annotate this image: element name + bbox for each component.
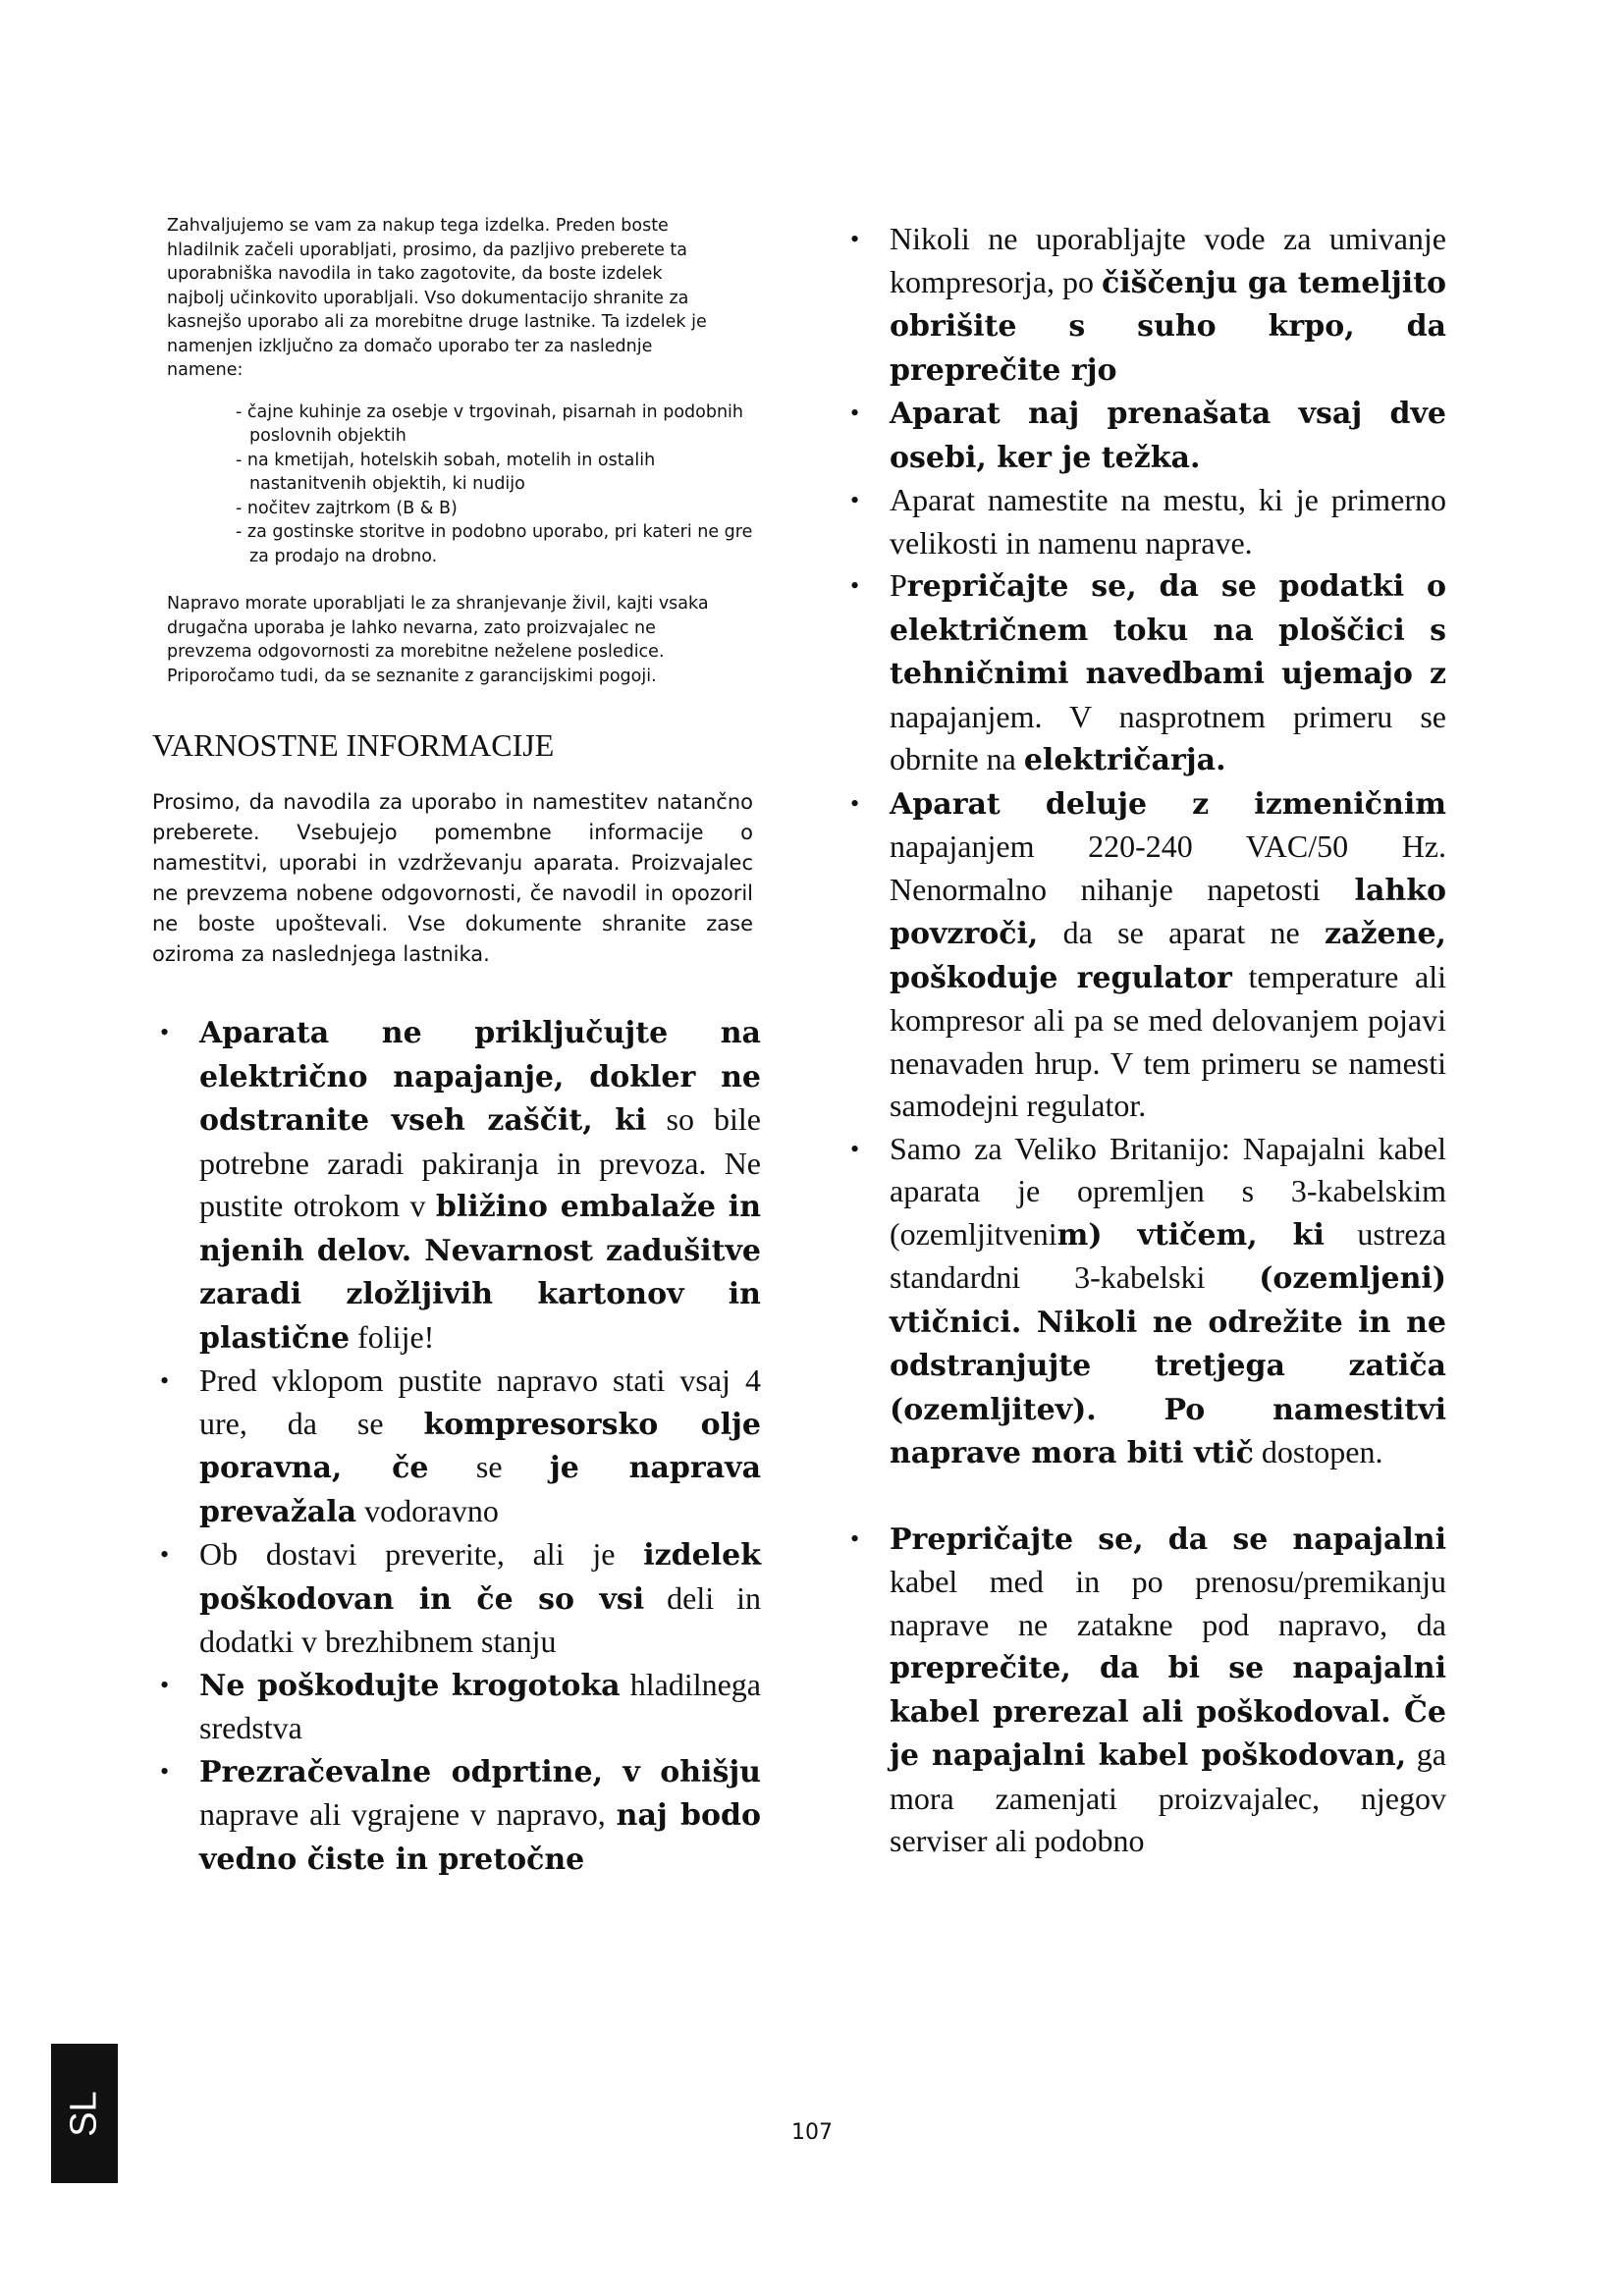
bullet-icon: • — [850, 225, 860, 253]
bullet-icon: • — [160, 1540, 170, 1569]
normal-text: hladilnega sredstva — [199, 1666, 761, 1745]
list-item — [152, 1011, 761, 1360]
list-item — [842, 479, 1446, 564]
language-tab — [51, 2044, 118, 2183]
list-item — [842, 782, 1446, 1128]
use-item: - nočitev zajtrkom (B & B) — [236, 498, 458, 518]
list-item — [842, 1518, 1446, 1863]
bold-text: (ozemljeni) vtičnici. Nikoli ne odrežite in ne odstranjujte tretjega zatiča (ozemljitev). Po namestitvi naprave mora biti vtič — [890, 1261, 1446, 1470]
bold-text: čiščenju ga temeljito obrišite s suho krpo, da preprečite rjo — [890, 265, 1446, 388]
normal-text: se — [428, 1449, 550, 1484]
use-item: - za gostinske storitve in podobno uporabo, pri kateri ne gre za prodajo na drobno. — [236, 522, 753, 566]
left-column — [152, 214, 762, 1881]
bullet-icon: • — [160, 1756, 170, 1786]
bold-text: Prezračevalne odprtine, v ohišju — [199, 1754, 761, 1789]
bold-text: repričajte se, da se podatki o električnem toku na ploščici s tehničnimi navedbami ujemajo z — [890, 569, 1446, 691]
bold-text: Aparat naj prenašata vsaj dve osebi, ker je težka. — [890, 397, 1446, 475]
use-item: - čajne kuhinje za osebje v trgovinah, pisarnah in podobnih poslovnih objektih — [236, 401, 743, 446]
right-bullet-list — [842, 218, 1446, 1475]
language-code: SL — [63, 2090, 105, 2137]
left-bullet-list — [152, 1011, 761, 1881]
safety-heading: VARNOSTNE INFORMACIJE — [152, 727, 555, 763]
list-item — [152, 1360, 761, 1533]
list-item — [842, 392, 1446, 479]
bold-text: zažene, poškoduje regulator — [890, 917, 1446, 995]
bold-text: preprečite, da bi se napajalni kabel prerezal ali poškodoval. Če je napajalni kabel poškodovan, — [890, 1651, 1446, 1773]
list-item — [152, 1750, 761, 1882]
bold-text: Ne poškodujte krogotoka — [199, 1668, 621, 1703]
list-item — [842, 1128, 1446, 1475]
right-column — [842, 218, 1446, 1863]
normal-text: deli in dodatki v brezhibnem stanju — [199, 1579, 762, 1659]
list-item — [152, 1533, 761, 1664]
bullet-icon: • — [160, 1018, 170, 1046]
bullet-icon: • — [160, 1670, 170, 1699]
normal-text: dostopen. — [1253, 1434, 1383, 1469]
bullet-icon: • — [850, 399, 860, 427]
list-item — [842, 564, 1446, 782]
normal-text: naprave ali vgrajene v napravo, — [199, 1796, 617, 1832]
list-item — [842, 218, 1446, 392]
bullet-icon: • — [850, 788, 860, 818]
normal-text: Samo za Veliko Britanijo: Napajalni kabel aparata je opremljen s 3-kabelskim (ozemljitveni — [890, 1130, 1446, 1252]
bullet-icon: • — [850, 1134, 860, 1163]
normal-text: Ob dostavi preverite, ali je — [199, 1536, 644, 1572]
right-bullet-list-2 — [842, 1518, 1446, 1863]
bold-text: m) vtičem, ki — [1056, 1217, 1325, 1253]
normal-text: da se aparat ne — [1038, 915, 1326, 950]
normal-text: so bile potrebne zaradi pakiranja in prevoza. Ne pustite otrokom v — [199, 1101, 762, 1223]
intended-uses-list — [236, 400, 756, 569]
normal-text: temperature ali kompresor ali pa se med delovanjem pojavi nenavaden hrup. V tem primeru se namesti samodejni regulator. — [890, 958, 1446, 1123]
normal-text: napajanjem 220-240 VAC/50 Hz. Nenormalno nihanje napetosti — [890, 828, 1446, 907]
normal-text: kabel med in po prenosu/premikanju naprave ne zatakne pod napravo, da — [890, 1564, 1446, 1642]
bold-text: Aparat deluje z izmeničnim — [890, 786, 1446, 822]
bullet-icon: • — [160, 1366, 170, 1395]
bullet-icon: • — [850, 1523, 860, 1553]
normal-text: ga mora zamenjati proizvajalec, njegov serviser ali podobno — [890, 1736, 1446, 1858]
normal-text: P — [890, 567, 907, 603]
safety-paragraph: Prosimo, da navodila za uporabo in namestitev natančno preberete. Vsebujejo pomembne informacije o namestitvi, uporabi in vzdrževanju aparata. Proizvajalec ne prevzema nobene odgovornosti, če navodil in opozoril ne boste upoštevali. Vse dokumente shranite zase oziroma za naslednjega lastnika. — [152, 790, 753, 966]
normal-text: folije! — [350, 1318, 435, 1355]
bold-text: Prepričajte se, da se napajalni — [890, 1522, 1446, 1557]
normal-text: vodoravno — [356, 1492, 499, 1528]
bold-text: kompresorsko olje poravna, če — [199, 1407, 761, 1485]
bold-text: Aparata ne priključujte na električno napajanje, dokler ne odstranite vseh zaščit, ki — [199, 1016, 761, 1138]
bold-text: električarja. — [1023, 743, 1226, 777]
bold-text: bližino embalaže in njenih delov. Nevarnost zadušitve zaradi zložljivih kartonov in plastične — [199, 1190, 762, 1356]
usage-note: Napravo morate uporabljati le za shranjevanje živil, kajti vsaka drugačna uporaba je lahko nevarna, zato proizvajalec ne prevzema odgovornosti za morebitne neželene posledice. Priporočamo tudi, da se seznanite z garancijskimi pogoji. — [167, 594, 709, 686]
bullet-icon: • — [850, 571, 860, 600]
bold-text: je naprava prevažala — [199, 1451, 762, 1529]
normal-text: Nikoli ne uporabljajte vode za umivanje kompresorja, po — [890, 221, 1446, 299]
bold-text: lahko povzroči, — [890, 873, 1446, 951]
page-number: 107 — [791, 2120, 833, 2145]
intro-paragraph: Zahvaljujemo se vam za nakup tega izdelka. Preden boste hladilnik začeli uporabljati, prosimo, da pazljivo preberete ta uporabniška navodila in tako zagotovite, da boste izdelek najbolj učinkovito uporabljali. Vso dokumentacijo shranite za kasnejšo uporabo ali za morebitne druge lastnike. Ta izdelek je namenjen izključno za domačo uporabo ter za naslednje namene: — [167, 216, 707, 380]
list-item — [152, 1664, 761, 1750]
bold-text: izdelek poškodovan in če so vsi — [199, 1538, 761, 1617]
normal-text: Pred vklopom pustite napravo stati vsaj 4 ure, da se — [199, 1362, 761, 1441]
normal-text: napajanjem. V nasprotnem primeru se obrnite na — [890, 698, 1446, 776]
normal-text: Aparat namestite na mestu, ki je primerno velikosti in namenu naprave. — [890, 482, 1446, 561]
spacer — [842, 1475, 1446, 1518]
bold-text: naj bodo vedno čiste in pretočne — [199, 1798, 761, 1877]
bullet-icon: • — [850, 486, 860, 514]
normal-text: ustreza standardni 3-kabelski — [890, 1215, 1446, 1295]
use-item: - na kmetijah, hotelskih sobah, motelih in ostalih nastanitvenih objektih, ki nudijo — [236, 450, 656, 494]
